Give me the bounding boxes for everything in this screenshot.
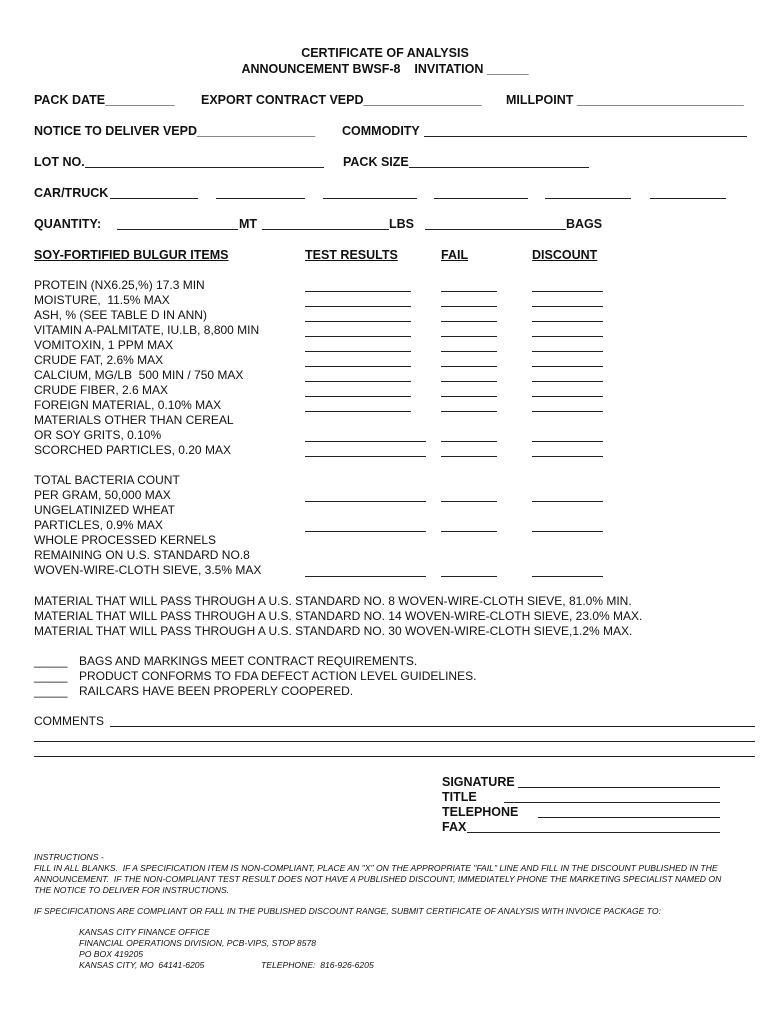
car-truck-line-3[interactable] — [323, 198, 417, 199]
lot-no-line[interactable] — [85, 167, 324, 168]
fail-line[interactable] — [441, 306, 497, 307]
fax-line[interactable] — [467, 832, 720, 833]
telephone-line[interactable] — [538, 817, 720, 818]
pack-size-label: PACK SIZE — [343, 155, 409, 169]
instructions-line-1: FILL IN ALL BLANKS. IF A SPECIFICATION ITEM IS NON-COMPLIANT, PLACE AN "X" ON THE APPROPRIATE "FAIL" LINE AND FILL IN THE DISCOUNT PUBLISHED IN THE — [34, 863, 718, 873]
fail-line[interactable] — [441, 456, 497, 457]
test-result-line[interactable] — [305, 351, 411, 352]
items-header: SOY-FORTIFIED BULGUR ITEMS — [34, 248, 229, 262]
comments-line-1[interactable] — [110, 726, 755, 727]
test-results-header: TEST RESULTS — [305, 248, 398, 262]
quantity-mt-line[interactable] — [117, 229, 238, 230]
lbs-label: LBS — [389, 217, 414, 231]
discount-line[interactable] — [532, 351, 603, 352]
sieve-line-3: MATERIAL THAT WILL PASS THROUGH A U.S. STANDARD NO. 30 WOVEN-WIRE-CLOTH SIEVE,1.2% MAX. — [34, 624, 633, 638]
spec-item: WHOLE PROCESSED KERNELS — [34, 533, 217, 547]
bags-label: BAGS — [566, 217, 603, 231]
instructions-line-3: THE NOTICE TO DELIVER FOR INSTRUCTIONS. — [34, 885, 230, 895]
test-result-line[interactable] — [305, 396, 411, 397]
spec-item: PROTEIN (NX6.25,%) 17.3 MIN — [34, 278, 205, 292]
spec-item: WOVEN-WIRE-CLOTH SIEVE, 3.5% MAX — [34, 563, 262, 577]
discount-line[interactable] — [532, 336, 603, 337]
spec-item: MOISTURE, 11.5% MAX — [34, 293, 170, 307]
discount-line[interactable] — [532, 441, 603, 442]
address-line-2: FINANCIAL OPERATIONS DIVISION, PCB-VIPS, STOP 8578 — [79, 938, 317, 948]
fail-line[interactable] — [441, 336, 497, 337]
discount-line[interactable] — [532, 306, 603, 307]
fax-label: FAX — [442, 820, 467, 834]
fail-line[interactable] — [441, 501, 497, 502]
fail-header: FAIL — [441, 248, 469, 262]
car-truck-line-2[interactable] — [216, 198, 305, 199]
spec-item: MATERIALS OTHER THAN CEREAL — [34, 413, 234, 427]
spec-item: UNGELATINIZED WHEAT — [34, 503, 175, 517]
announcement-line: ANNOUNCEMENT BWSF-8 INVITATION ______ — [241, 62, 529, 76]
check-blank-3[interactable]: _____ — [34, 684, 68, 698]
spec-item: ASH, % (SEE TABLE D IN ANN) — [34, 308, 207, 322]
sieve-line-2: MATERIAL THAT WILL PASS THROUGH A U.S. STANDARD NO. 14 WOVEN-WIRE-CLOTH SIEVE, 23.0% MAX. — [34, 609, 643, 623]
fail-line[interactable] — [441, 441, 497, 442]
fail-line[interactable] — [441, 411, 497, 412]
spec-item: PARTICLES, 0.9% MAX — [34, 518, 163, 532]
signature-label: SIGNATURE — [442, 775, 515, 789]
spec-item: FOREIGN MATERIAL, 0.10% MAX — [34, 398, 222, 412]
test-result-line[interactable] — [305, 501, 426, 502]
check-blank-2[interactable]: _____ — [34, 669, 68, 683]
spec-item: REMAINING ON U.S. STANDARD NO.8 — [34, 548, 250, 562]
discount-line[interactable] — [532, 501, 603, 502]
car-truck-line-5[interactable] — [545, 198, 631, 199]
fail-line[interactable] — [441, 396, 497, 397]
test-result-line[interactable] — [305, 336, 411, 337]
test-result-line[interactable] — [305, 411, 411, 412]
commodity-line[interactable] — [424, 136, 747, 137]
notice-to-deliver-field[interactable]: NOTICE TO DELIVER VEPD_________________ — [34, 124, 316, 138]
export-contract-field[interactable]: EXPORT CONTRACT VEPD_________________ — [201, 93, 482, 107]
address-line-3: PO BOX 419205 — [79, 949, 144, 959]
spec-item: TOTAL BACTERIA COUNT — [34, 473, 180, 487]
test-result-line[interactable] — [305, 531, 426, 532]
sieve-line-1: MATERIAL THAT WILL PASS THROUGH A U.S. STANDARD NO. 8 WOVEN-WIRE-CLOTH SIEVE, 81.0% MIN. — [34, 594, 632, 608]
telephone-label: TELEPHONE — [442, 805, 519, 819]
quantity-label: QUANTITY: — [34, 217, 102, 231]
discount-header: DISCOUNT — [532, 248, 598, 262]
spec-item: SCORCHED PARTICLES, 0.20 MAX — [34, 443, 231, 457]
car-truck-line-4[interactable] — [434, 198, 528, 199]
signature-line[interactable] — [518, 787, 720, 788]
spec-item: CALCIUM, MG/LB 500 MIN / 750 MAX — [34, 368, 244, 382]
comments-line-2[interactable] — [34, 741, 755, 742]
address-line-1: KANSAS CITY FINANCE OFFICE — [79, 927, 210, 937]
check-railcars: RAILCARS HAVE BEEN PROPERLY COOPERED. — [79, 684, 354, 698]
spec-item: CRUDE FIBER, 2.6 MAX — [34, 383, 169, 397]
commodity-label: COMMODITY — [342, 124, 420, 138]
spec-item: CRUDE FAT, 2.6% MAX — [34, 353, 164, 367]
title-line[interactable] — [504, 802, 720, 803]
test-result-line[interactable] — [305, 291, 411, 292]
test-result-line[interactable] — [305, 321, 411, 322]
test-result-line[interactable] — [305, 366, 411, 367]
fail-line[interactable] — [441, 531, 497, 532]
page-title: CERTIFICATE OF ANALYSIS — [301, 46, 469, 60]
pack-date-field[interactable]: PACK DATE__________ — [34, 93, 175, 107]
millpoint-field[interactable]: MILLPOINT ________________________ — [506, 93, 744, 107]
car-truck-label: CAR/TRUCK — [34, 186, 109, 200]
mt-label: MT — [239, 217, 258, 231]
test-result-line[interactable] — [305, 306, 411, 307]
fail-line[interactable] — [441, 381, 497, 382]
spec-item: PER GRAM, 50,000 MAX — [34, 488, 171, 502]
discount-line[interactable] — [532, 411, 603, 412]
comments-label: COMMENTS — [34, 714, 104, 728]
address-telephone: TELEPHONE: 816-926-6205 — [261, 960, 374, 970]
discount-line[interactable] — [532, 456, 603, 457]
pack-size-line[interactable] — [409, 167, 589, 168]
check-bags-markings: BAGS AND MARKINGS MEET CONTRACT REQUIREMENTS. — [79, 654, 418, 668]
fail-line[interactable] — [441, 291, 497, 292]
lot-no-label: LOT NO. — [34, 155, 85, 169]
instructions-line-2: ANNOUNCEMENT. IF THE NON-COMPLIANT TEST RESULT DOES NOT HAVE A PUBLISHED DISCOUNT, IMMEDIATELY PHONE THE MARKETING SPECIALIST NAMED ON — [34, 874, 722, 884]
discount-line[interactable] — [532, 381, 603, 382]
test-result-line[interactable] — [305, 576, 426, 577]
fail-line[interactable] — [441, 366, 497, 367]
quantity-bags-line[interactable] — [425, 229, 566, 230]
quantity-lbs-line[interactable] — [262, 229, 389, 230]
car-truck-line-1[interactable] — [110, 198, 198, 199]
fail-line[interactable] — [441, 576, 497, 577]
spec-item: VITAMIN A-PALMITATE, IU.LB, 8,800 MIN — [34, 323, 260, 337]
test-result-line[interactable] — [305, 381, 411, 382]
fail-line[interactable] — [441, 351, 497, 352]
fail-line[interactable] — [441, 321, 497, 322]
discount-line[interactable] — [532, 291, 603, 292]
discount-line[interactable] — [532, 531, 603, 532]
spec-item: OR SOY GRITS, 0.10% — [34, 428, 162, 442]
address-line-4: KANSAS CITY, MO 64141-6205 — [79, 960, 205, 970]
check-fda-guidelines: PRODUCT CONFORMS TO FDA DEFECT ACTION LEVEL GUIDELINES. — [79, 669, 477, 683]
discount-line[interactable] — [532, 321, 603, 322]
discount-line[interactable] — [532, 366, 603, 367]
discount-line[interactable] — [532, 396, 603, 397]
comments-line-3[interactable] — [34, 756, 755, 757]
test-result-line[interactable] — [305, 441, 426, 442]
check-blank-1[interactable]: _____ — [34, 654, 68, 668]
test-result-line[interactable] — [305, 456, 426, 457]
discount-line[interactable] — [532, 576, 603, 577]
title-label: TITLE — [442, 790, 477, 804]
instructions-line-4: IF SPECIFICATIONS ARE COMPLIANT OR FALL IN THE PUBLISHED DISCOUNT RANGE, SUBMIT CERTIFICATE OF ANALYSIS WITH INVOICE PACKAGE TO: — [34, 906, 661, 916]
spec-item: VOMITOXIN, 1 PPM MAX — [34, 338, 174, 352]
car-truck-line-6[interactable] — [650, 198, 726, 199]
instructions-heading: INSTRUCTIONS - — [34, 852, 104, 862]
